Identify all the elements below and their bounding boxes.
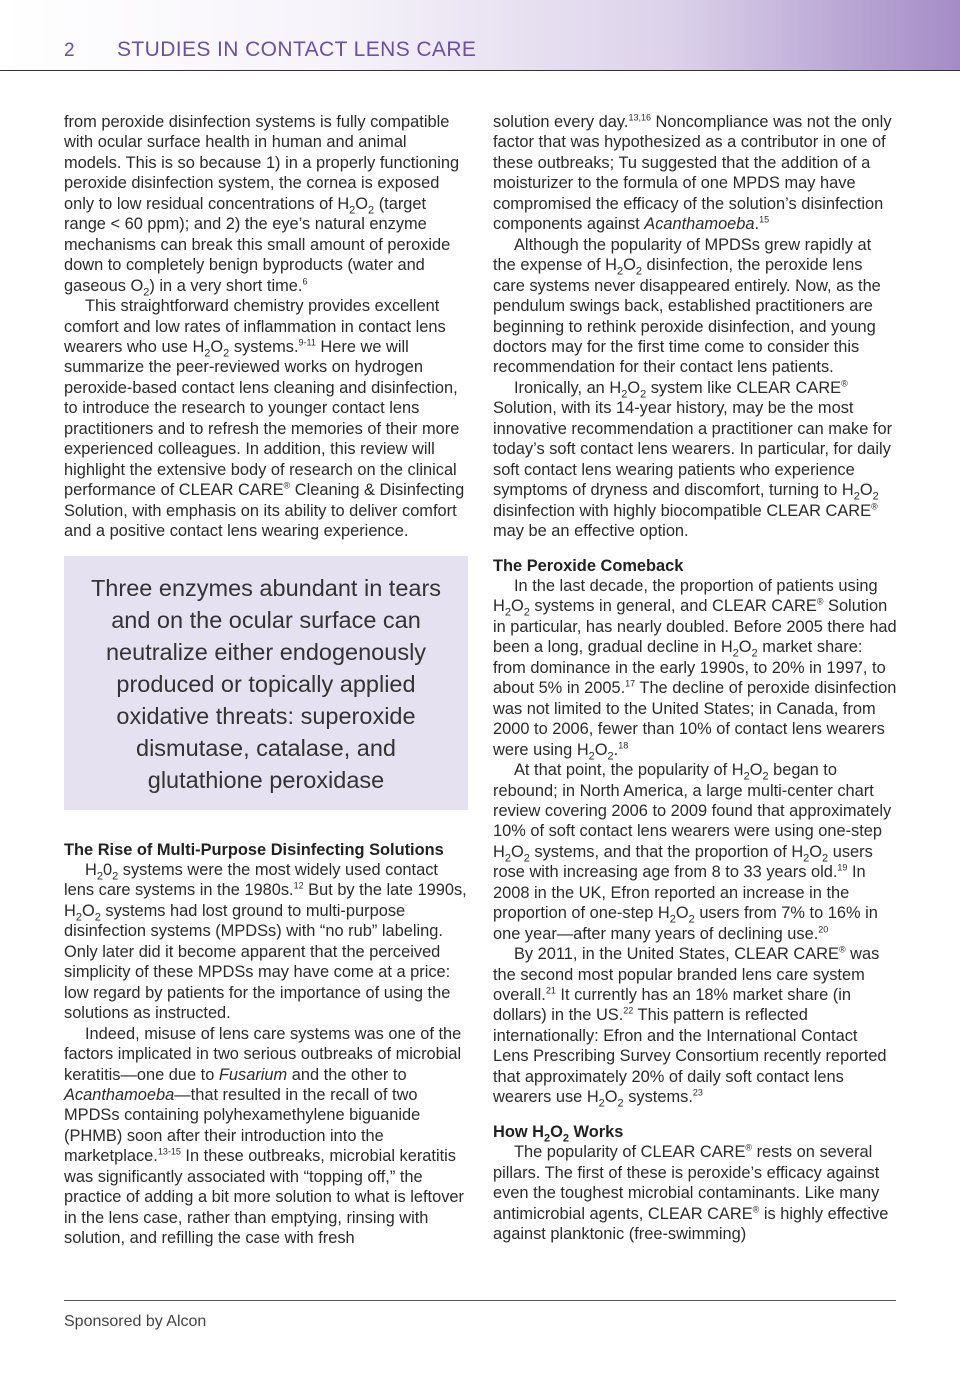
page-number: 2 <box>64 40 75 61</box>
popularity-paragraph: Although the popularity of MPDSs grew rapidly at the expense of $H_2O_2$ disinfection, the peroxide lens care systems never disappeared entirely. Now, as the pendulum swings back, established practitioners are beginning to rethink peroxide disinfection, and young doctors may for the first time come to consider this recommendation for their contact lens patients. <box>493 235 881 377</box>
misuse-paragraph: Indeed, misuse of lens care systems was one of the factors implicated in two serious outbreaks of microbial keratitis—one due to Fusarium and the other to Acanthamoeba—that resulted in the recall of two MPDSs containing polyhexamethylene biguanide (PHMB) soon after their introduction into the marketplace.$^{13-15}$ In these outbreaks, microbial keratitis was significantly associated with “topping off,” the practice of adding a bit more solution to what is leftover in the lens case, rather than emptying, rinsing with solution, and refilling the case with fresh <box>64 1024 464 1248</box>
ironic-paragraph: Ironically, an $H_2O_2$ system like CLEAR CARE® Solution, with its 14-year history, may be the most innovative recommendation a practitioner can make for today’s soft contact lens wearers. In particular, for daily soft contact lens wearing patients who experience symptoms of dryness and discomfort, turning to $H_2O_2$ disinfection with highly biocompatible CLEAR CARE® may be an effective option. <box>493 378 893 541</box>
continued-paragraph: solution every day.$^{13,16}$ Noncompliance was not the only factor that was hypothesized as a contributor in one of these outbreaks; Tu suggested that the addition of a moisturizer to the formula of one MPDS may have compromised the efficacy of the solution’s disinfection components against Acanthamoeba.$^{15}$ <box>493 112 892 234</box>
heading-how-h2o2-works: How $H_2O_2$ Works <box>493 1122 624 1145</box>
heading-multi-purpose-solutions: The Rise of Multi-Purpose Disinfecting Solutions <box>64 840 444 859</box>
mpds-paragraph: $H_20_2$ systems were the most widely used contact lens care systems in the 1980s.$^{12}$ But by the late 1990s, $H_2O_2$ systems had lost ground to multi-purpose disinfection systems (MPDSs) with “no rub” labeling. Only later did it become apparent that the perceived simplicity of these MPDSs may have come at a price: low regard by patients for the importance of using the solutions as instructed. <box>64 860 467 1023</box>
intro-paragraph: from peroxide disinfection systems is fully compatible with ocular surface health in human and animal models. This is so because 1) in a properly functioning peroxide disinfection system, the cornea is exposed only to low residual concentrations of $H_2O_2$ (target range < 60 ppm); and 2) the eye’s natural enzyme mechanisms can break this small amount of peroxide down to completely benign byproducts (water and gaseous $O_2$) in a very short time.$^6$ <box>64 113 460 298</box>
page-header <box>0 0 960 71</box>
footer-divider <box>64 1300 896 1301</box>
pillars-paragraph: The popularity of CLEAR CARE® rests on several pillars. The first of these is peroxide’s efficacy against even the toughest microbial contaminants. Like many antimicrobial agents, CLEAR CARE® is highly effective against planktonic (free-swimming) <box>493 1142 889 1244</box>
rebound-paragraph: At that point, the popularity of $H_2O_2$ began to rebound; in North America, a large multi-center chart review covering 2006 to 2009 found that approximately 10% of soft contact lens wearers were using one-step $H_2O_2$ systems, and that the proportion of $H_2O_2$ users rose with increasing age from 8 to 33 years old.$^{19}$ In 2008 in the UK, Efron reported an increase in the proportion of one-step $H_2O_2$ users from 7% to 16% in one year—after many years of declining use.$^{20}$ <box>493 761 892 943</box>
right-column <box>493 112 897 1244</box>
heading-peroxide-comeback: The Peroxide Comeback <box>493 556 684 575</box>
chemistry-paragraph: This straightforward chemistry provides excellent comfort and low rates of inflammation in contact lens wearers who use $H_2O_2$ systems.$^{9-11}$ Here we will summarize the peer-reviewed works on hydrogen peroxide-based contact lens cleaning and disinfection, to introduce the research to younger contact lens practitioners and to refresh the memories of their more experienced colleagues. In addition, this review will highlight the extensive body of research on the clinical performance of CLEAR CARE® Cleaning & Disinfecting Solution, with emphasis on its ability to deliver comfort and a positive contact lens wearing experience. <box>64 297 465 541</box>
pull-quote-callout: Three enzymes abundant in tears and on the ocular surface can neutralize either endogenously produced or topically applied oxidative threats: superoxide dismutase, catalase, and glutathione peroxidase <box>64 556 468 810</box>
sponsor-footer: Sponsored by Alcon <box>64 1313 207 1330</box>
left-column <box>64 112 468 1249</box>
year-2011-paragraph: By 2011, in the United States, CLEAR CARE® was the second most popular branded lens care system overall.$^{21}$ It currently has an 18% market share (in dollars) in the US.$^{22}$ This pattern is reflected internationally: Efron and the International Contact Lens Prescribing Survey Consortium recently reported that approximately 20% of daily soft contact lens wearers use $H_2O_2$ systems.$^{23}$ <box>493 944 887 1110</box>
running-title: STUDIES IN CONTACT LENS CARE <box>117 38 477 61</box>
decade-paragraph: In the last decade, the proportion of patients using $H_2O_2$ systems in general, and CLEAR CARE® Solution in particular, has nearly doubled. Before 2005 there had been a long, gradual decline in $H_2O_2$ market share: from dominance in the early 1990s, to 20% in 1997, to about 5% in 2005.17 The decline of peroxide disinfection was not limited to the United States; in Canada, from 2000 to 2006, fewer than 10% of contact lens wearers were using $H_2O_2.^{18}$ <box>493 576 897 762</box>
